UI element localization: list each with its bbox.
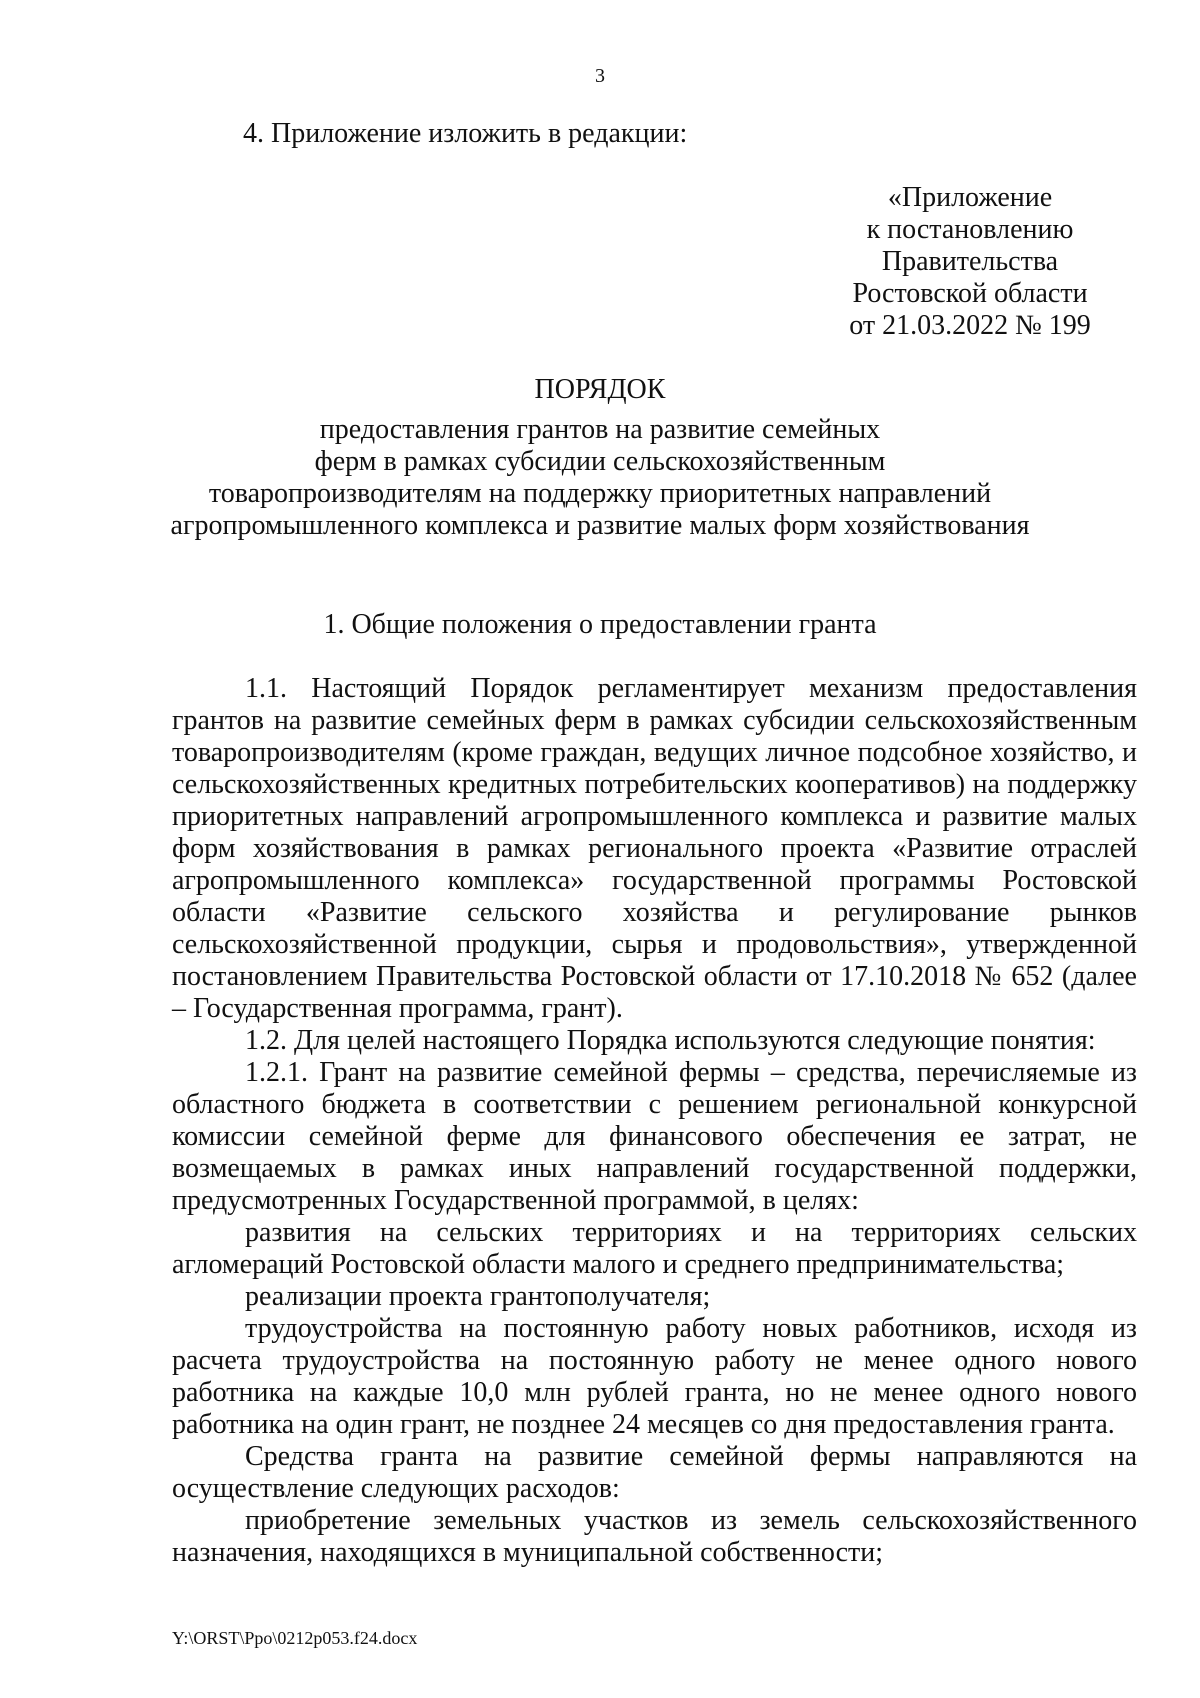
appendix-header: [770, 182, 1170, 342]
paragraph: 1.2.1. Грант на развитие семейной фермы – средства, перечисляемые из областного бюджета в соответствии с решением региональной конкурсной комиссии семейной ферме для финансового обеспечения ее затрат, не возмещаемых в рамках иных направлений государственной поддержки, предусмотренных Государственной программой, в целях:: [172, 1057, 1137, 1216]
paragraph: реализации проекта грантополучателя;: [245, 1281, 711, 1312]
order-title: ПОРЯДОК: [534, 374, 666, 405]
appendix-header-line: Правительства: [881, 246, 1059, 277]
order-subtitle-line: агропромышленного комплекса и развитие малых форм хозяйствования: [170, 510, 1030, 541]
appendix-header-line: Ростовской области: [852, 278, 1088, 309]
appendix-header-line: «Приложение: [887, 182, 1053, 213]
order-subtitle: [0, 414, 1200, 542]
amendment-instruction: 4. Приложение изложить в редакции:: [243, 118, 688, 149]
paragraph: развития на сельских территориях и на территориях сельских агломераций Ростовской области малого и среднего предпринимательства;: [172, 1217, 1137, 1280]
appendix-header-line: от 21.03.2022 № 199: [849, 310, 1091, 341]
footer-file-path: Y:\ORST\Ppo\0212p053.f24.docx: [172, 1628, 418, 1648]
paragraph: Средства гранта на развитие семейной фермы направляются на осуществление следующих расходов:: [172, 1441, 1137, 1504]
order-subtitle-line: предоставления грантов на развитие семейных: [319, 414, 881, 445]
paragraph: трудоустройства на постоянную работу новых работников, исходя из расчета трудоустройства на постоянную работу не менее одного нового работника на каждые 10,0 млн рублей гранта, но не менее одного нового работника на один грант, не позднее 24 месяцев со дня предоставления гранта.: [172, 1313, 1137, 1440]
section-heading: 1. Общие положения о предоставлении гранта: [323, 609, 877, 640]
body-text: [172, 673, 1137, 1569]
paragraph: приобретение земельных участков из земель сельскохозяйственного назначения, находящихся в муниципальной собственности;: [172, 1505, 1137, 1568]
appendix-header-line: к постановлению: [866, 214, 1074, 245]
order-subtitle-line: товаропроизводителям на поддержку приоритетных направлений: [208, 478, 992, 509]
paragraph: 1.1. Настоящий Порядок регламентирует механизм предоставления грантов на развитие семейных ферм в рамках субсидии сельскохозяйственным товаропроизводителям (кроме граждан, ведущих личное подсобное хозяйство, и сельскохозяйственных кредитных потребительских кооперативов) на поддержку приоритетных направлений агропромышленного комплекса и развитие малых форм хозяйствования в рамках регионального проекта «Развитие отраслей агропромышленного комплекса» государственной программы Ростовской области «Развитие сельского хозяйства и регулирование рынков сельскохозяйственной продукции, сырья и продовольствия», утвержденной постановлением Правительства Ростовской области от 17.10.2018 № 652 (далее – Государственная программа, грант).: [172, 673, 1137, 1024]
page-number: 3: [595, 65, 605, 87]
order-subtitle-line: ферм в рамках субсидии сельскохозяйственным: [314, 446, 886, 477]
paragraph: 1.2. Для целей настоящего Порядка используются следующие понятия:: [245, 1025, 1096, 1056]
